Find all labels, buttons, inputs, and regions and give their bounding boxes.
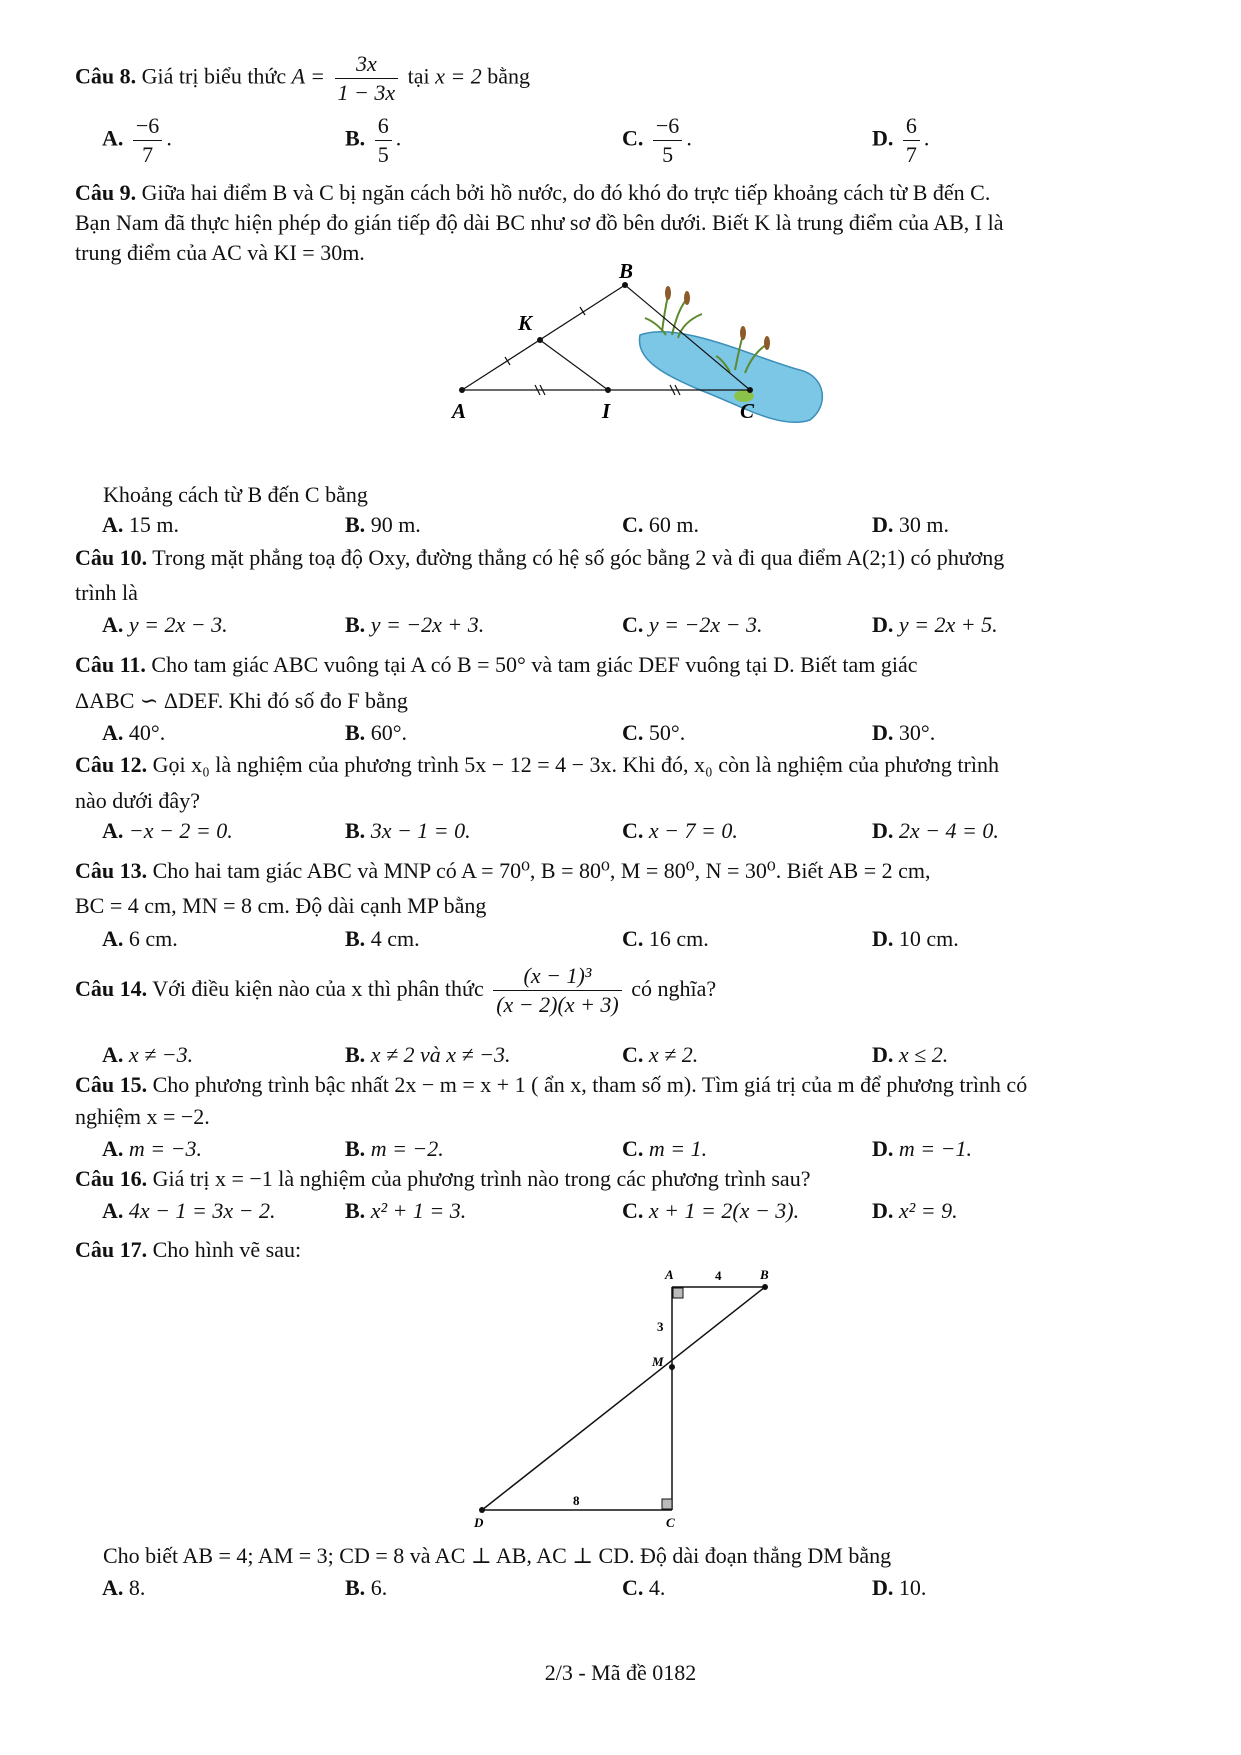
- q14-label: Câu 14.: [75, 976, 148, 1001]
- q11-option-b[interactable]: [345, 720, 407, 746]
- q8-option-d[interactable]: D. $\frac{6}{7}$ .: [872, 113, 930, 167]
- q12-option-b[interactable]: [345, 818, 471, 844]
- option-label: C.: [622, 512, 644, 537]
- q17-text: Cho hình vẽ sau:: [152, 1237, 302, 1262]
- option-text: 40°.: [128, 720, 166, 745]
- page-footer: 2/3 - Mã đề 0182: [544, 1660, 697, 1685]
- option-label: C.: [622, 1042, 644, 1067]
- q11-text1: Cho tam giác ABC vuông tại A có B = 50° và tam giác DEF vuông tại D. Biết tam giác: [151, 652, 918, 677]
- q11-option-c[interactable]: [622, 720, 685, 746]
- right-angle-a: [673, 1288, 683, 1298]
- q11-line1: [75, 652, 917, 678]
- q11-option-d[interactable]: [872, 720, 935, 746]
- option-text: x − 7 = 0.: [648, 818, 738, 843]
- right-angle-c: [662, 1499, 672, 1509]
- q16-option-b[interactable]: [345, 1198, 466, 1224]
- option-label: D.: [872, 612, 894, 637]
- option-text: 4.: [648, 1575, 666, 1600]
- q9-question: Khoảng cách từ B đến C bằng: [103, 482, 368, 507]
- option-text: x ≠ 2.: [648, 1042, 699, 1067]
- option-text: x ≠ 2 và x ≠ −3.: [370, 1042, 511, 1067]
- q9-text1: Giữa hai điểm B và C bị ngăn cách bởi hồ nước, do đó khó đo trực tiếp khoảng cách từ B đến C.: [141, 180, 991, 205]
- option-label: C.: [622, 720, 644, 745]
- q17-label-m: M: [652, 1354, 664, 1369]
- q17-option-c[interactable]: [622, 1575, 665, 1601]
- q17-label-c: C: [666, 1515, 675, 1530]
- q12-option-c[interactable]: [622, 818, 738, 844]
- q14-frac-num: (x − 1)³: [493, 962, 622, 991]
- option-label: B.: [345, 1198, 366, 1223]
- q13-option-c[interactable]: [622, 926, 709, 952]
- q10-option-a[interactable]: [102, 612, 228, 638]
- q17-length-ab: 4: [715, 1268, 722, 1283]
- option-text: y = −2x − 3.: [648, 612, 763, 637]
- option-label: D.: [872, 512, 894, 537]
- option-label: B.: [345, 1136, 366, 1161]
- q9-figure: [440, 259, 800, 470]
- q10-text1: Trong mặt phẳng toạ độ Oxy, đường thẳng có hệ số góc bằng 2 và đi qua điểm A(2;1) có phương: [152, 545, 1005, 570]
- option-text: 30 m.: [898, 512, 950, 537]
- q8-tail-eq: x = 2: [435, 63, 482, 89]
- q13-text1: Cho hai tam giác ABC và MNP có A = 70⁰, B = 80⁰, M = 80⁰, N = 30⁰. Biết AB = 2 cm,: [152, 858, 931, 883]
- q9-line1: [75, 180, 990, 206]
- q15-option-d[interactable]: [872, 1136, 972, 1162]
- q13-line1: [75, 858, 931, 884]
- q17-option-b[interactable]: [345, 1575, 387, 1601]
- option-label: D.: [872, 818, 894, 843]
- q17-option-a[interactable]: [102, 1575, 145, 1601]
- q10-line1: [75, 545, 1004, 571]
- q8-tail1: tại: [407, 63, 430, 89]
- option-text: m = −2.: [370, 1136, 444, 1161]
- option-text: x + 1 = 2(x − 3).: [648, 1198, 800, 1223]
- q11-line2: ΔABC ∽ ΔDEF. Khi đó số đo F bằng: [75, 688, 408, 713]
- option-text: 6.: [370, 1575, 388, 1600]
- option-text: 30°.: [898, 720, 936, 745]
- option-label: C.: [622, 612, 644, 637]
- q11-option-a[interactable]: [102, 720, 165, 746]
- q17-line1: [75, 1237, 301, 1263]
- option-label: A.: [102, 125, 124, 151]
- option-text: 90 m.: [370, 512, 421, 537]
- q17-option-d[interactable]: [872, 1575, 926, 1601]
- q13-label: Câu 13.: [75, 858, 148, 883]
- option-label: A.: [102, 1136, 124, 1161]
- q16-option-c[interactable]: [622, 1198, 799, 1224]
- option-label: C.: [622, 1575, 644, 1600]
- option-label: A.: [102, 1042, 124, 1067]
- option-label: D.: [872, 1042, 894, 1067]
- option-label: B.: [345, 818, 366, 843]
- option-fraction: [375, 112, 392, 169]
- q17-label-b: B: [760, 1267, 769, 1282]
- option-fraction: [903, 112, 920, 169]
- option-label: B.: [345, 512, 366, 537]
- q16-option-a[interactable]: [102, 1198, 275, 1224]
- option-text: x² = 9.: [898, 1198, 958, 1223]
- option-text: 2x − 4 = 0.: [898, 818, 999, 843]
- q9-label: Câu 9.: [75, 180, 137, 205]
- q8-label: Câu 8.: [75, 63, 137, 89]
- q14-option-d[interactable]: [872, 1042, 948, 1068]
- q16-option-d[interactable]: [872, 1198, 958, 1224]
- frac-den: 5: [377, 142, 389, 167]
- q12-text1: Gọi x₀ là nghiệm của phương trình 5x − 12 = 4 − 3x. Khi đó, x₀ còn là nghiệm của phương trình: [152, 752, 999, 777]
- option-text: x ≤ 2.: [898, 1042, 949, 1067]
- option-label: A.: [102, 818, 124, 843]
- q17-length-cd: 8: [573, 1493, 580, 1508]
- option-text: m = −1.: [898, 1136, 972, 1161]
- option-label: C.: [622, 818, 644, 843]
- q10-option-c[interactable]: [622, 612, 762, 638]
- q17-label-d: D: [474, 1515, 484, 1530]
- q11-label: Câu 11.: [75, 652, 146, 677]
- q13-option-d[interactable]: [872, 926, 959, 952]
- option-label: D.: [872, 1136, 894, 1161]
- option-text: y = 2x − 3.: [128, 612, 228, 637]
- option-text: y = 2x + 5.: [898, 612, 998, 637]
- option-label: A.: [102, 720, 124, 745]
- option-text: 15 m.: [128, 512, 180, 537]
- option-label: D.: [872, 720, 894, 745]
- option-label: B.: [345, 612, 366, 637]
- q17-lines: [482, 1287, 765, 1510]
- q14-text: Với điều kiện nào của x thì phân thức: [152, 976, 484, 1001]
- q9-label-c: C: [740, 399, 755, 423]
- q9-option-d[interactable]: [872, 512, 949, 538]
- q8-text: Giá trị biểu thức: [141, 63, 287, 89]
- option-fraction: [133, 112, 162, 169]
- option-label: A.: [102, 1575, 124, 1600]
- q9-option-b[interactable]: [345, 512, 421, 538]
- q8-frac-num: 3x: [335, 50, 399, 79]
- q13-option-a[interactable]: [102, 926, 178, 952]
- q15-line1: [75, 1072, 1027, 1098]
- q14-option-a[interactable]: [102, 1042, 193, 1068]
- q13-option-b[interactable]: [345, 926, 420, 952]
- q15-label: Câu 15.: [75, 1072, 148, 1097]
- option-label: C.: [622, 926, 644, 951]
- q9-line3: trung điểm của AC và KI = 30m.: [75, 240, 365, 265]
- q9-label-i: I: [602, 399, 611, 423]
- option-text: x ≠ −3.: [128, 1042, 194, 1067]
- q12-line2: nào dưới đây?: [75, 788, 200, 813]
- q10-option-d[interactable]: [872, 612, 998, 638]
- q9-label-k: K: [518, 311, 533, 335]
- option-label: A.: [102, 1198, 124, 1223]
- option-label: A.: [102, 926, 124, 951]
- q8-option-b[interactable]: B. $\frac{6}{5}$ .: [345, 113, 402, 167]
- q17-length-am: 3: [657, 1319, 664, 1334]
- option-text: 10.: [898, 1575, 927, 1600]
- q13-line2: BC = 4 cm, MN = 8 cm. Độ dài cạnh MP bằng: [75, 893, 487, 918]
- q9-label-a: A: [452, 399, 467, 423]
- q14-frac-den: (x − 2)(x + 3): [496, 992, 619, 1018]
- q15-option-c[interactable]: [622, 1136, 707, 1162]
- option-label: B.: [345, 1042, 366, 1067]
- option-text: 50°.: [648, 720, 686, 745]
- option-label: D.: [872, 1575, 894, 1600]
- frac-num: −6: [653, 112, 682, 141]
- option-text: y = −2x + 3.: [370, 612, 485, 637]
- q8-stem: [75, 50, 530, 107]
- q17-figure: [460, 1265, 790, 1530]
- option-text: 10 cm.: [898, 926, 959, 951]
- option-label: B.: [345, 720, 366, 745]
- option-label: B.: [345, 125, 366, 151]
- q12-line1: [75, 752, 999, 778]
- q14-option-b[interactable]: [345, 1042, 510, 1068]
- frac-num: 6: [903, 112, 920, 141]
- q15-option-b[interactable]: [345, 1136, 444, 1162]
- option-text: m = 1.: [648, 1136, 708, 1161]
- frac-den: 5: [662, 142, 674, 167]
- q9-option-c[interactable]: [622, 512, 699, 538]
- option-label: C.: [622, 125, 644, 151]
- option-label: D.: [872, 926, 894, 951]
- q16-label: Câu 16.: [75, 1166, 148, 1191]
- option-label: B.: [345, 926, 366, 951]
- q12-option-a[interactable]: [102, 818, 233, 844]
- q14-stem: [75, 960, 716, 1019]
- q10-label: Câu 10.: [75, 545, 148, 570]
- q12-label: Câu 12.: [75, 752, 148, 777]
- q10-option-b[interactable]: [345, 612, 484, 638]
- option-text: m = −3.: [128, 1136, 202, 1161]
- q17-label-a: A: [665, 1267, 674, 1282]
- option-text: −x − 2 = 0.: [128, 818, 233, 843]
- q14-tail: có nghĩa?: [631, 976, 717, 1001]
- q15-text1: Cho phương trình bậc nhất 2x − m = x + 1 ( ẩn x, tham số m). Tìm giá trị của m để phương trình có: [152, 1072, 1028, 1097]
- frac-den: 7: [905, 142, 917, 167]
- option-text: 4x − 1 = 3x − 2.: [128, 1198, 276, 1223]
- option-label: D.: [872, 1198, 894, 1223]
- q9-option-a[interactable]: [102, 512, 179, 538]
- q9-label-b: B: [619, 259, 634, 283]
- q10-line2: trình là: [75, 580, 138, 605]
- q8-fraction: [335, 50, 399, 107]
- q8-tail2: bằng: [487, 63, 531, 89]
- option-text: x² + 1 = 3.: [370, 1198, 467, 1223]
- option-text: 6 cm.: [128, 926, 178, 951]
- option-text: 3x − 1 = 0.: [370, 818, 471, 843]
- q17-label: Câu 17.: [75, 1237, 148, 1262]
- q9-line2: Bạn Nam đã thực hiện phép đo gián tiếp độ dài BC như sơ đồ bên dưới. Biết K là trung điểm của AB, I là: [75, 210, 1004, 235]
- option-label: B.: [345, 1575, 366, 1600]
- pond-shape: [639, 332, 822, 423]
- option-text: 16 cm.: [648, 926, 709, 951]
- q8-option-c[interactable]: C. $\frac{-6}{5}$ .: [622, 113, 692, 167]
- q8-expr-lhs: A =: [291, 63, 326, 89]
- option-label: C.: [622, 1198, 644, 1223]
- option-label: C.: [622, 1136, 644, 1161]
- frac-num: 6: [375, 112, 392, 141]
- q12-option-d[interactable]: [872, 818, 999, 844]
- option-text: 8.: [128, 1575, 146, 1600]
- q15-option-a[interactable]: [102, 1136, 202, 1162]
- q8-option-a[interactable]: A. $\frac{-6}{7}$ .: [102, 113, 172, 167]
- frac-den: 7: [142, 142, 154, 167]
- option-text: 60 m.: [648, 512, 700, 537]
- option-fraction: [653, 112, 682, 169]
- option-text: 60°.: [370, 720, 407, 745]
- option-label: D.: [872, 125, 894, 151]
- option-label: A.: [102, 512, 124, 537]
- q16-line1: [75, 1166, 810, 1192]
- option-label: A.: [102, 612, 124, 637]
- frac-num: −6: [133, 112, 162, 141]
- q17-question: Cho biết AB = 4; AM = 3; CD = 8 và AC ⊥ AB, AC ⊥ CD. Độ dài đoạn thẳng DM bằng: [103, 1543, 892, 1568]
- q15-line2: nghiệm x = −2.: [75, 1104, 210, 1129]
- q16-text1: Giá trị x = −1 là nghiệm của phương trình nào trong các phương trình sau?: [152, 1166, 811, 1191]
- q14-fraction: [493, 962, 622, 1019]
- option-text: 4 cm.: [370, 926, 420, 951]
- q14-option-c[interactable]: [622, 1042, 698, 1068]
- q8-frac-den: 1 − 3x: [337, 80, 396, 105]
